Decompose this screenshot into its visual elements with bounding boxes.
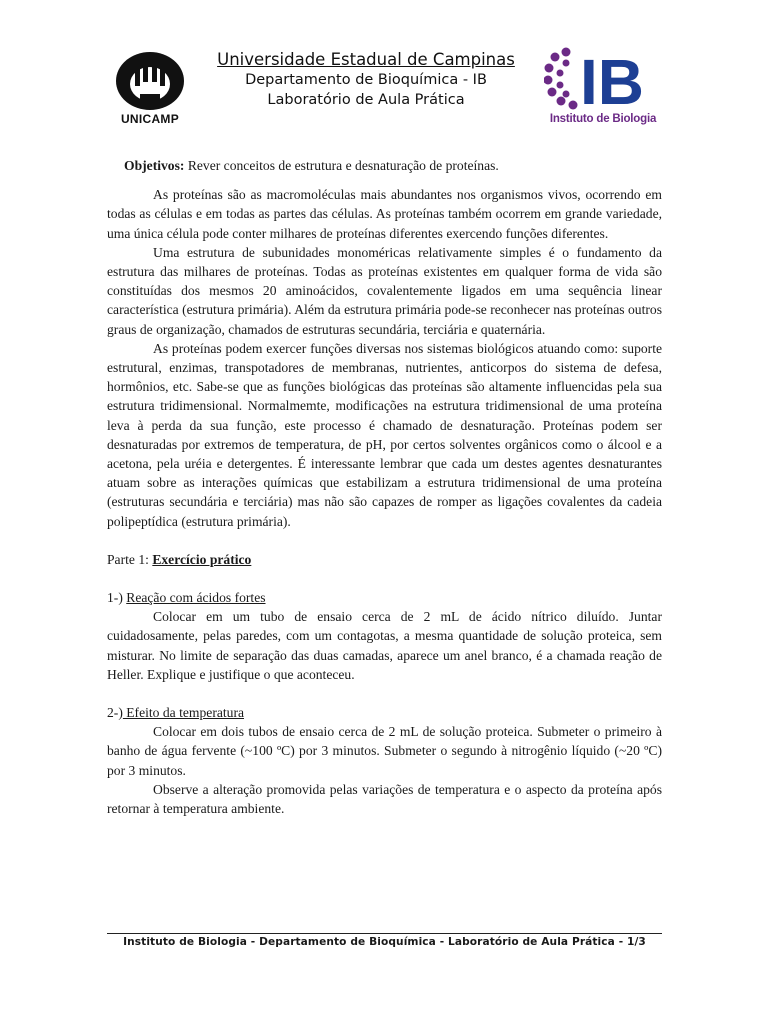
exercise2-title: Efeito da temperatura bbox=[122, 705, 245, 721]
ib-flower-icon bbox=[544, 44, 662, 112]
page-header bbox=[0, 0, 768, 140]
objectives-label: Objetivos: bbox=[124, 158, 185, 173]
ib-logo-caption: Instituto de Biologia bbox=[549, 113, 657, 125]
document-body bbox=[107, 156, 662, 818]
part1-title: Exercício prático bbox=[152, 551, 252, 567]
unicamp-emblem-icon bbox=[112, 48, 188, 114]
objectives-text: Rever conceitos de estrutura e desnaturação de proteínas. bbox=[184, 158, 499, 173]
exercise1-heading bbox=[107, 588, 662, 607]
objectives bbox=[107, 156, 662, 175]
page-footer: Instituto de Biologia - Departamento de Bioquímica - Laboratório de Aula Prática - 1/3 bbox=[107, 933, 662, 948]
intro-paragraph-1: As proteínas são as macromoléculas mais abundantes nos organismos vivos, ocorrendo em todas as células e em todas as partes das células. As proteínas também ocorrem em grande variedade, uma única célula pode conter milhares de proteínas diferentes exercendo funções diferentes. bbox=[107, 187, 662, 241]
exercise2-text-2: Observe a alteração promovida pelas variações de temperatura e o aspecto da proteína após retornar à temperatura ambiente. bbox=[107, 781, 662, 817]
exercise2-number: 2-) bbox=[107, 705, 123, 721]
lab-name: Laboratório de Aula Prática bbox=[267, 92, 465, 108]
unicamp-logo-text: UNICAMP bbox=[120, 112, 180, 126]
exercise1-title: Reação com ácidos fortes bbox=[126, 590, 266, 606]
department-name: Departamento de Bioquímica - IB bbox=[245, 72, 487, 88]
exercise1-text: Colocar em um tubo de ensaio cerca de 2 mL de ácido nítrico diluído. Juntar cuidadosamente, pelas paredes, com um contagotas, a mesma quantidade de solução proteica, sem misturar. No limite de separação das duas camadas, aparece um anel branco, é a chamada reação de Heller. Explique e justifique o que aconteceu. bbox=[107, 609, 662, 682]
header-text bbox=[196, 49, 536, 110]
unicamp-logo bbox=[112, 48, 188, 130]
university-name: Universidade Estadual de Campinas bbox=[217, 50, 515, 69]
part1-prefix: Parte 1: bbox=[107, 551, 153, 567]
exercise1-number: 1-) bbox=[107, 590, 127, 606]
part1-heading bbox=[107, 550, 662, 569]
intro-paragraph-3: As proteínas podem exercer funções diversas nos sistemas biológicos atuando como: suporte estrutural, enzimas, transpotadores de membranas, nutrientes, anticorpos do sistema de defesa, hormônios, etc. Sabe-se que as funções biológicas das proteínas são altamente influencidas pela sua estrutura tridimensional. Normalmemte, modificações na estrutura tridimensional de uma proteína leva à perda da sua função, este processo é chamado de desnaturação. Proteínas podem ser desnaturadas por extremos de temperatura, de pH, por certos solventes orgânicos como o álcool e a acetona, pela uréia e detergentes. É interessante lembrar que cada um destes agentes desnaturantes atuam sobre as interações químicas que estabilizam a estrutura tridimensional de uma proteína (estruturas secundária e terciária) mas não são capazes de romper as ligações covalentes da cadeia polipeptídica (estrutura primária). bbox=[107, 340, 662, 529]
intro-paragraph-2: Uma estrutura de subunidades monoméricas relativamente simples é o fundamento da estrutura das milhares de proteínas. Todas as proteínas existentes em qualquer forma de vida são constituídas dos mesmos 20 aminoácidos, covalentemente ligados em uma sequência linear característica (estrutura primária). Além da estrutura primária pode-se reconhecer nas proteínas outros graus de organização, chamados de estruturas secundária, terciária e quaternária. bbox=[107, 244, 662, 337]
ib-logo-letters: IB bbox=[580, 46, 644, 112]
exercise2-text-1: Colocar em dois tubos de ensaio cerca de 2 mL de solução proteica. Submeter o primeiro à banho de água fervente (~100 ºC) por 3 minutos. Submeter o segundo à nitrogênio líquido (~20 ºC) por 3 minutos. bbox=[107, 724, 662, 778]
ib-logo bbox=[544, 44, 662, 130]
exercise2-heading bbox=[107, 703, 662, 722]
